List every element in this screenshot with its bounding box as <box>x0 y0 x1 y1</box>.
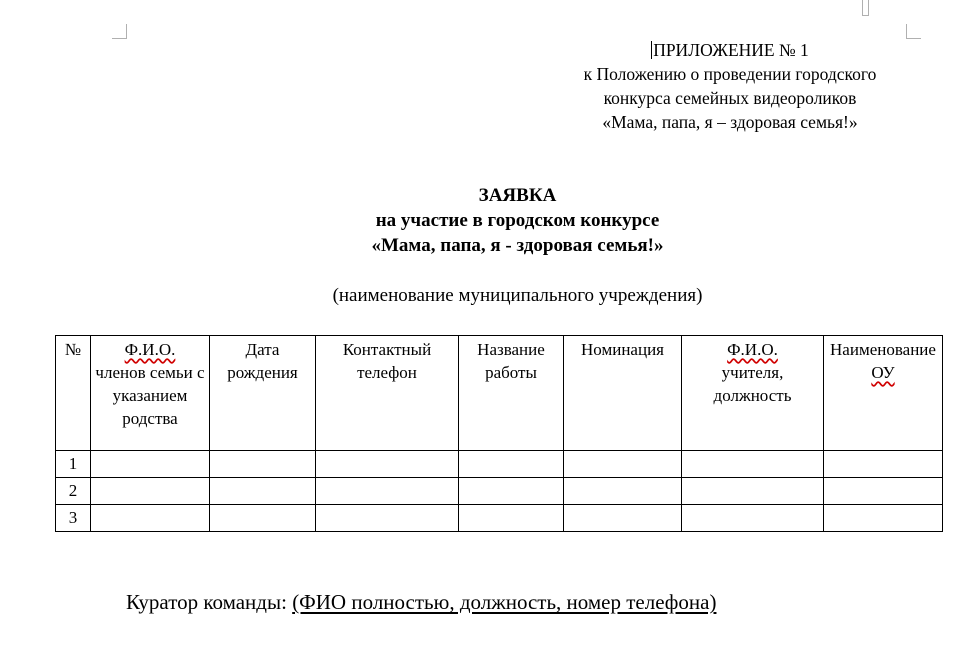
table-cell[interactable] <box>824 478 943 505</box>
curator-line[interactable] <box>126 588 716 616</box>
row-number[interactable]: 2 <box>56 478 91 505</box>
table-cell[interactable] <box>824 505 943 532</box>
table-cell[interactable] <box>824 451 943 478</box>
application-table <box>55 335 943 532</box>
table-cell[interactable] <box>564 478 682 505</box>
row-number[interactable]: 1 <box>56 451 91 478</box>
table-cell[interactable] <box>682 451 824 478</box>
appendix-line-2[interactable]: к Положению о проведении городского <box>583 64 877 84</box>
header-school[interactable]: Наименование ОУ <box>824 336 943 451</box>
appendix-line-1[interactable]: ПРИЛОЖЕНИЕ № 1 <box>653 40 809 60</box>
table-cell[interactable] <box>682 478 824 505</box>
table-row <box>56 478 943 505</box>
curator-value[interactable]: (ФИО полностью, должность, номер телефона) <box>292 590 717 614</box>
header-teacher[interactable]: Ф.И.О. учителя, должность <box>682 336 824 451</box>
table-cell[interactable] <box>459 505 564 532</box>
table-cell[interactable] <box>210 451 316 478</box>
table-cell[interactable] <box>316 505 459 532</box>
header-nomination[interactable]: Номинация <box>564 336 682 451</box>
ruler-marker <box>862 0 869 16</box>
curator-label: Куратор команды: <box>126 590 293 614</box>
table-cell[interactable] <box>564 451 682 478</box>
row-number[interactable]: 3 <box>56 505 91 532</box>
table-cell[interactable] <box>91 478 210 505</box>
table-cell[interactable] <box>91 451 210 478</box>
margin-corner-top-right <box>906 24 921 39</box>
table-cell[interactable] <box>682 505 824 532</box>
appendix-line-3[interactable]: конкурса семейных видеороликов <box>603 88 857 108</box>
table-cell[interactable] <box>210 478 316 505</box>
table-cell[interactable] <box>316 451 459 478</box>
application-title <box>230 183 805 258</box>
table-cell[interactable] <box>459 451 564 478</box>
table-cell[interactable] <box>459 478 564 505</box>
table-cell[interactable] <box>210 505 316 532</box>
title-line-1[interactable]: ЗАЯВКА <box>478 185 557 206</box>
header-phone[interactable]: Контактный телефон <box>316 336 459 451</box>
title-line-2[interactable]: на участие в городском конкурсе <box>375 210 660 231</box>
header-work-title[interactable]: Название работы <box>459 336 564 451</box>
header-fio[interactable]: Ф.И.О. членов семьи с указанием родства <box>91 336 210 451</box>
org-name-placeholder[interactable]: (наименование муниципального учреждения) <box>332 285 703 306</box>
table-cell[interactable] <box>91 505 210 532</box>
appendix-line-4[interactable]: «Мама, папа, я – здоровая семья!» <box>602 112 858 132</box>
table-cell[interactable] <box>564 505 682 532</box>
title-line-3[interactable]: «Мама, папа, я - здоровая семья!» <box>371 235 664 256</box>
header-birth-date[interactable]: Дата рождения <box>210 336 316 451</box>
margin-corner-top-left <box>112 24 127 39</box>
header-number[interactable]: № <box>56 336 91 451</box>
appendix-block <box>540 38 920 134</box>
table-row <box>56 505 943 532</box>
table-header-row <box>56 336 943 451</box>
table-cell[interactable] <box>316 478 459 505</box>
table-row <box>56 451 943 478</box>
